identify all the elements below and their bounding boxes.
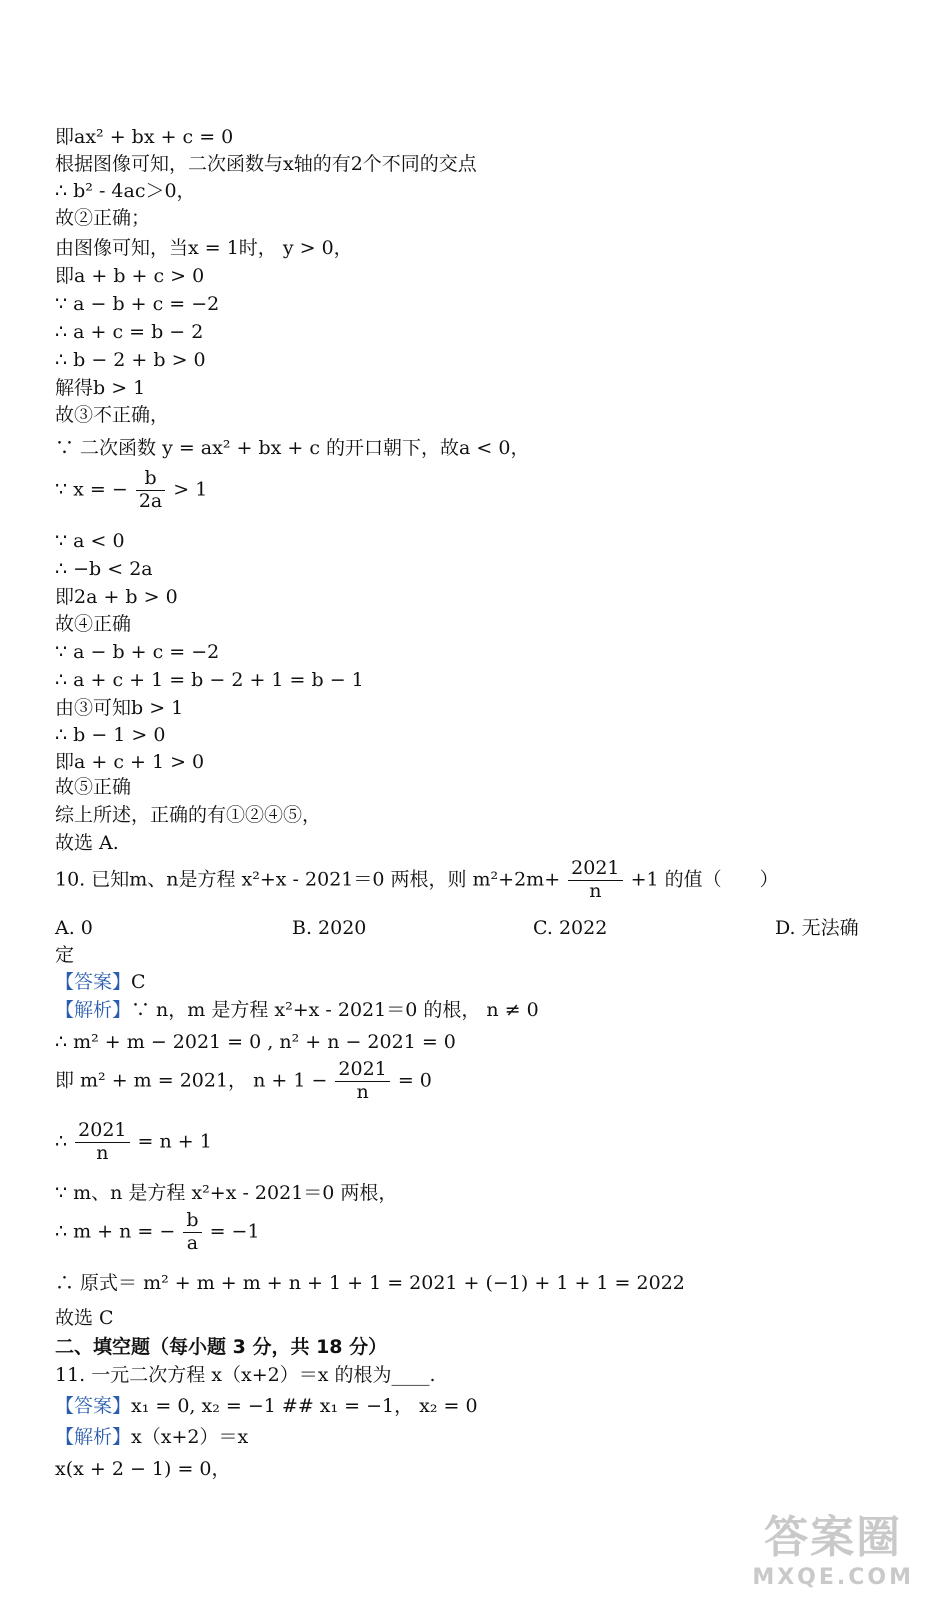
solution-line: 综上所述，正确的有①②④⑤， [55, 804, 322, 826]
fraction [183, 1210, 201, 1255]
answer-tag: 【答案】 [55, 971, 132, 993]
solution-line: 故选 A. [55, 832, 119, 854]
solution-line: 解得b > 1 [55, 377, 146, 399]
fraction-numerator: b [136, 468, 165, 491]
text: = −1 [209, 1220, 260, 1243]
solution-line: 故⑤正确 [55, 776, 132, 798]
text: 即 m² + m = 2021， n + 1 − [55, 1069, 328, 1092]
solution-line: 故④正确 [55, 613, 132, 635]
solution-line: ∵ a − b + c = −2 [55, 293, 220, 315]
solution-line: ∴ 原式＝ m² + m + m + n + 1 + 1 = 2021 + (−1) + 1 + 1 = 2022 [55, 1272, 685, 1294]
question-11: 11. 一元二次方程 x（x+2）＝x 的根为____. [55, 1364, 436, 1386]
question-10-stem [55, 858, 779, 903]
solution-line: 即a + c + 1 > 0 [55, 751, 205, 773]
analysis-tag: 【解析】 [55, 1426, 132, 1448]
solution-line: ∵ a < 0 [55, 530, 125, 552]
fraction [335, 1059, 389, 1104]
solution-line: ∵ 二次函数 y = ax² + bx + c 的开口朝下，故a < 0， [55, 437, 530, 459]
answer-line [55, 1393, 478, 1419]
answer-line [55, 969, 146, 995]
answer-tag: 【答案】 [55, 1395, 132, 1417]
fraction-numerator: 2021 [75, 1120, 129, 1143]
solution-line: ∴ b − 2 + b > 0 [55, 349, 206, 371]
solution-line: 由③可知b > 1 [55, 697, 184, 719]
text: = 0 [397, 1069, 432, 1092]
fraction [75, 1120, 129, 1165]
solution-line: ∴ a + c + 1 = b − 2 + 1 = b − 1 [55, 669, 364, 691]
solution-line: ∴ −b < 2a [55, 558, 153, 580]
answer-value: x₁ = 0, x₂ = −1 ## x₁ = −1， x₂ = 0 [131, 1395, 478, 1417]
answer-value: C [131, 971, 146, 993]
solution-line: ∴ b² - 4ac＞0， [55, 180, 196, 202]
fraction-denominator: 2a [138, 489, 163, 512]
fraction-numerator: 2021 [335, 1059, 389, 1082]
solution-line: ∴ a + c = b − 2 [55, 321, 204, 343]
analysis-line [55, 1424, 248, 1450]
solution-line: 故选 C [55, 1307, 114, 1329]
solution-line: 故③不正确， [55, 404, 170, 426]
solution-line: 由图像可知，当x = 1时， y > 0， [55, 237, 353, 259]
text: 10. 已知m、n是方程 x²+x - 2021＝0 两根，则 m²+2m+ [55, 868, 561, 891]
fraction-numerator: b [183, 1210, 201, 1233]
watermark-logo [752, 1501, 914, 1590]
solution-line: x(x + 2 − 1) = 0， [55, 1458, 231, 1480]
text: > 1 [173, 478, 208, 501]
analysis-text: x（x+2）＝x [131, 1426, 249, 1448]
solution-line: 根据图像可知，二次函数与x轴的有2个不同的交点 [55, 153, 477, 175]
fraction-denominator: n [356, 1080, 369, 1103]
solution-line: 即2a + b > 0 [55, 586, 178, 608]
solution-line: 即ax² + bx + c = 0 [55, 126, 234, 148]
text: ∴ [55, 1130, 68, 1153]
fraction-denominator: a [186, 1231, 199, 1254]
solution-line: ∴ m² + m − 2021 = 0 , n² + n − 2021 = 0 [55, 1031, 456, 1053]
section-title: 二、填空题（每小题 3 分，共 18 分） [55, 1336, 388, 1358]
solution-line-fraction [55, 468, 207, 513]
solution-line: ∵ a − b + c = −2 [55, 641, 220, 663]
solution-line: ∵ m、n 是方程 x²+x - 2021＝0 两根， [55, 1182, 398, 1204]
solution-line-fraction [55, 1210, 260, 1255]
solution-line-fraction [55, 1059, 432, 1104]
analysis-text: ∵ n，m 是方程 x²+x - 2021＝0 的根， n ≠ 0 [131, 999, 539, 1021]
option-b: B. 2020 [292, 917, 367, 939]
option-c: C. 2022 [533, 917, 608, 939]
fraction-denominator: n [589, 879, 602, 902]
option-a: A. 0 [55, 917, 93, 939]
fraction-denominator: n [96, 1141, 109, 1164]
solution-line: ∴ b − 1 > 0 [55, 724, 166, 746]
watermark-url: MXQE.COM [752, 1565, 914, 1590]
fraction [568, 858, 622, 903]
watermark-text: 答案圈 [764, 1512, 903, 1563]
fraction-numerator: 2021 [568, 858, 622, 881]
text: ∴ m + n = − [55, 1220, 176, 1243]
option-d: D. 无法确 [775, 917, 859, 939]
option-d-continued: 定 [55, 944, 75, 966]
text: ∵ x = − [55, 478, 128, 501]
fraction [136, 468, 165, 513]
solution-line: 即a + b + c > 0 [55, 265, 205, 287]
text: +1 的值（ ） [630, 868, 779, 891]
solution-line: 故②正确； [55, 207, 151, 229]
analysis-line [55, 997, 539, 1023]
text: = n + 1 [137, 1130, 212, 1153]
solution-line-fraction [55, 1120, 212, 1165]
analysis-tag: 【解析】 [55, 999, 132, 1021]
